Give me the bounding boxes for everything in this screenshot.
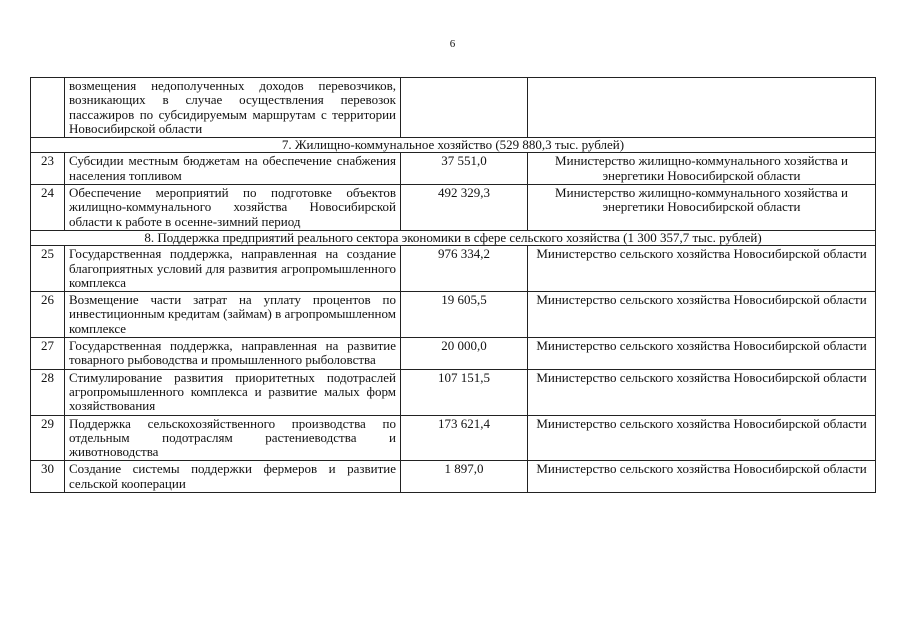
executor: Министерство жилищно-коммунального хозяйства и энергетики Новосибирской области [528, 185, 876, 231]
table-row [31, 153, 876, 185]
table-row [31, 338, 876, 370]
executor: Министерство сельского хозяйства Новосибирской области [528, 292, 876, 338]
measure-text: Поддержка сельскохозяйственного производства по отдельным подотраслям растениеводства и животноводства [65, 415, 401, 461]
amount: 492 329,3 [401, 185, 528, 231]
section-header [31, 230, 876, 245]
row-number: 24 [31, 185, 65, 231]
table-row [31, 78, 876, 138]
section-title: 8. Поддержка предприятий реального сектора экономики в сфере сельского хозяйства (1 300 357,7 тыс. рублей) [31, 230, 876, 245]
measure-text: Государственная поддержка, направленная на развитие товарного рыбоводства и промышленного рыболовства [65, 338, 401, 370]
row-number: 28 [31, 369, 65, 415]
row-number [31, 78, 65, 138]
row-number: 23 [31, 153, 65, 185]
section-header [31, 138, 876, 153]
executor [528, 78, 876, 138]
table-row [31, 369, 876, 415]
program-table [30, 77, 876, 493]
executor: Министерство сельского хозяйства Новосибирской области [528, 246, 876, 292]
amount: 20 000,0 [401, 338, 528, 370]
table-row [31, 461, 876, 493]
row-number: 26 [31, 292, 65, 338]
page-number: 6 [449, 38, 456, 50]
measure-text: Государственная поддержка, направленная на создание благоприятных условий для развития агропромышленного комплекса [65, 246, 401, 292]
measure-text: Стимулирование развития приоритетных подотраслей агропромышленного комплекса и развитие малых форм хозяйствования [65, 369, 401, 415]
amount [401, 78, 528, 138]
measure-text: Обеспечение мероприятий по подготовке объектов жилищно-коммунального хозяйства Новосибирской области к работе в осенне-зимний период [65, 185, 401, 231]
table-row [31, 415, 876, 461]
amount: 976 334,2 [401, 246, 528, 292]
executor: Министерство сельского хозяйства Новосибирской области [528, 461, 876, 493]
executor: Министерство сельского хозяйства Новосибирской области [528, 369, 876, 415]
section-title: 7. Жилищно-коммунальное хозяйство (529 880,3 тыс. рублей) [31, 138, 876, 153]
measure-text: Возмещение части затрат на уплату процентов по инвестиционным кредитам (займам) в агропромышленном комплексе [65, 292, 401, 338]
table-row [31, 185, 876, 231]
row-number: 25 [31, 246, 65, 292]
executor: Министерство жилищно-коммунального хозяйства и энергетики Новосибирской области [528, 153, 876, 185]
table-row [31, 292, 876, 338]
table-row [31, 246, 876, 292]
executor: Министерство сельского хозяйства Новосибирской области [528, 415, 876, 461]
amount: 37 551,0 [401, 153, 528, 185]
amount: 107 151,5 [401, 369, 528, 415]
measure-text: Создание системы поддержки фермеров и развитие сельской кооперации [65, 461, 401, 493]
row-number: 29 [31, 415, 65, 461]
amount: 173 621,4 [401, 415, 528, 461]
measure-text: возмещения недополученных доходов перевозчиков, возникающих в случае осуществления перевозок пассажиров по субсидируемым маршрутам с территории Новосибирской области [65, 78, 401, 138]
measure-text: Субсидии местным бюджетам на обеспечение снабжения населения топливом [65, 153, 401, 185]
amount: 1 897,0 [401, 461, 528, 493]
amount: 19 605,5 [401, 292, 528, 338]
row-number: 27 [31, 338, 65, 370]
executor: Министерство сельского хозяйства Новосибирской области [528, 338, 876, 370]
row-number: 30 [31, 461, 65, 493]
